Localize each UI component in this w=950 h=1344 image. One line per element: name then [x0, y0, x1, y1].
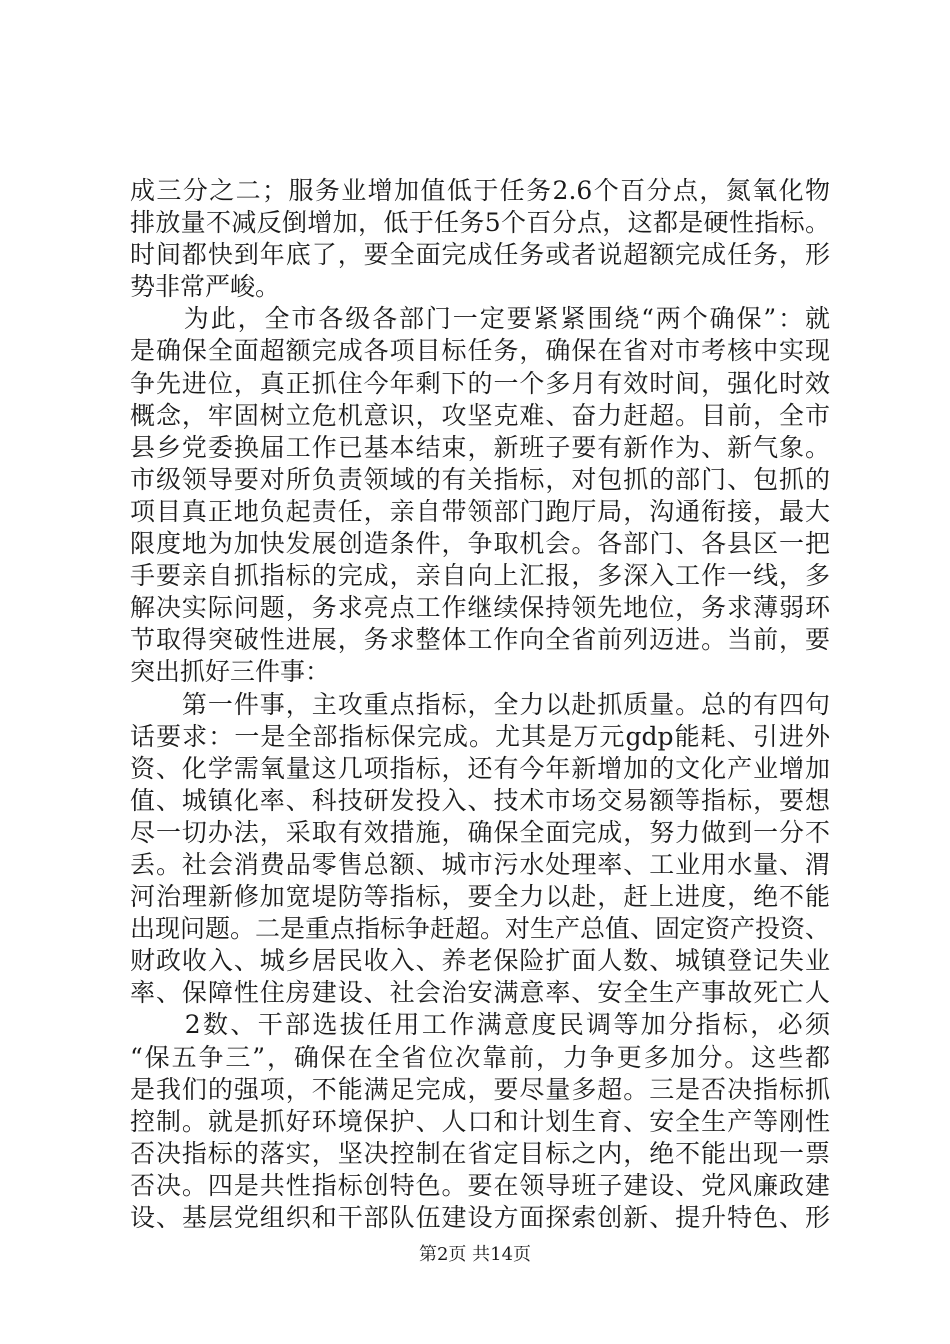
text-line: 排放量不减反倒增加，低于任务5个百分点，这都是硬性指标。	[130, 208, 830, 238]
text-line: 手要亲自抓指标的完成，亲自向上汇报，多深入工作一线，多	[130, 561, 830, 591]
text-line: 2数、干部选拔任用工作满意度民调等加分指标，必须	[130, 1010, 830, 1040]
text-line: 时间都快到年底了，要全面完成任务或者说超额完成任务，形	[130, 240, 830, 270]
page-footer: 第2页 共14页	[418, 1244, 532, 1265]
text-line: 第一件事，主攻重点指标，全力以赴抓质量。总的有四句	[130, 689, 830, 719]
text-line: 概念，牢固树立危机意识，攻坚克难、奋力赶超。目前，全市	[130, 400, 830, 430]
text-line: 否决。四是共性指标创特色。要在领导班子建设、党风廉政建	[130, 1170, 830, 1200]
text-line: 出现问题。二是重点指标争赶超。对生产总值、固定资产投资、	[130, 914, 830, 944]
text-line: 否决指标的落实，坚决控制在省定目标之内，绝不能出现一票	[130, 1138, 830, 1168]
text-line: 河治理新修加宽堤防等指标，要全力以赴，赶上进度，绝不能	[130, 882, 830, 912]
text-line: 争先进位，真正抓住今年剩下的一个多月有效时间，强化时效	[130, 368, 830, 398]
text-line: 话要求：一是全部指标保完成。尤其是万元gdp能耗、引进外	[130, 721, 830, 751]
text-line: 限度地为加快发展创造条件，争取机会。各部门、各县区一把	[130, 529, 830, 559]
text-line: 为此，全市各级各部门一定要紧紧围绕“两个确保”：就	[130, 304, 830, 334]
text-line: 解决实际问题，务求亮点工作继续保持领先地位，务求薄弱环	[130, 593, 830, 623]
text-line: 突出抓好三件事：	[130, 657, 331, 687]
text-line: 值、城镇化率、科技研发投入、技术市场交易额等指标，要想	[130, 785, 830, 815]
text-line: 节取得突破性进展，务求整体工作向全省前列迈进。当前，要	[130, 625, 830, 655]
text-line: 财政收入、城乡居民收入、养老保险扩面人数、城镇登记失业	[130, 946, 830, 976]
text-line: 是我们的强项，不能满足完成，要尽量多超。三是否决指标抓	[130, 1074, 830, 1104]
text-line: 尽一切办法，采取有效措施，确保全面完成，努力做到一分不	[130, 817, 830, 847]
text-line: 设、基层党组织和干部队伍建设方面探索创新、提升特色、形	[130, 1203, 830, 1232]
text-line: “保五争三”，确保在全省位次靠前，力争更多加分。这些都	[130, 1042, 830, 1072]
text-line: 势非常严峻。	[130, 272, 281, 302]
text-line: 资、化学需氧量这几项指标，还有今年新增加的文化产业增加	[130, 753, 830, 783]
text-line: 率、保障性住房建设、社会治安满意率、安全生产事故死亡人	[130, 978, 830, 1008]
text-line: 项目真正地负起责任，亲自带领部门跑厅局，沟通衔接，最大	[130, 496, 830, 526]
text-line: 成三分之二；服务业增加值低于任务2.6个百分点，氮氧化物	[130, 176, 830, 205]
text-line: 丢。社会消费品零售总额、城市污水处理率、工业用水量、渭	[130, 849, 830, 879]
text-line: 市级领导要对所负责领域的有关指标，对包抓的部门、包抓的	[130, 464, 830, 494]
text-line: 是确保全面超额完成各项目标任务，确保在省对市考核中实现	[130, 336, 830, 366]
body-text	[130, 175, 830, 1234]
text-line: 控制。就是抓好环境保护、人口和计划生育、安全生产等刚性	[130, 1106, 830, 1136]
text-line: 县乡党委换届工作已基本结束，新班子要有新作为、新气象。	[130, 432, 830, 462]
